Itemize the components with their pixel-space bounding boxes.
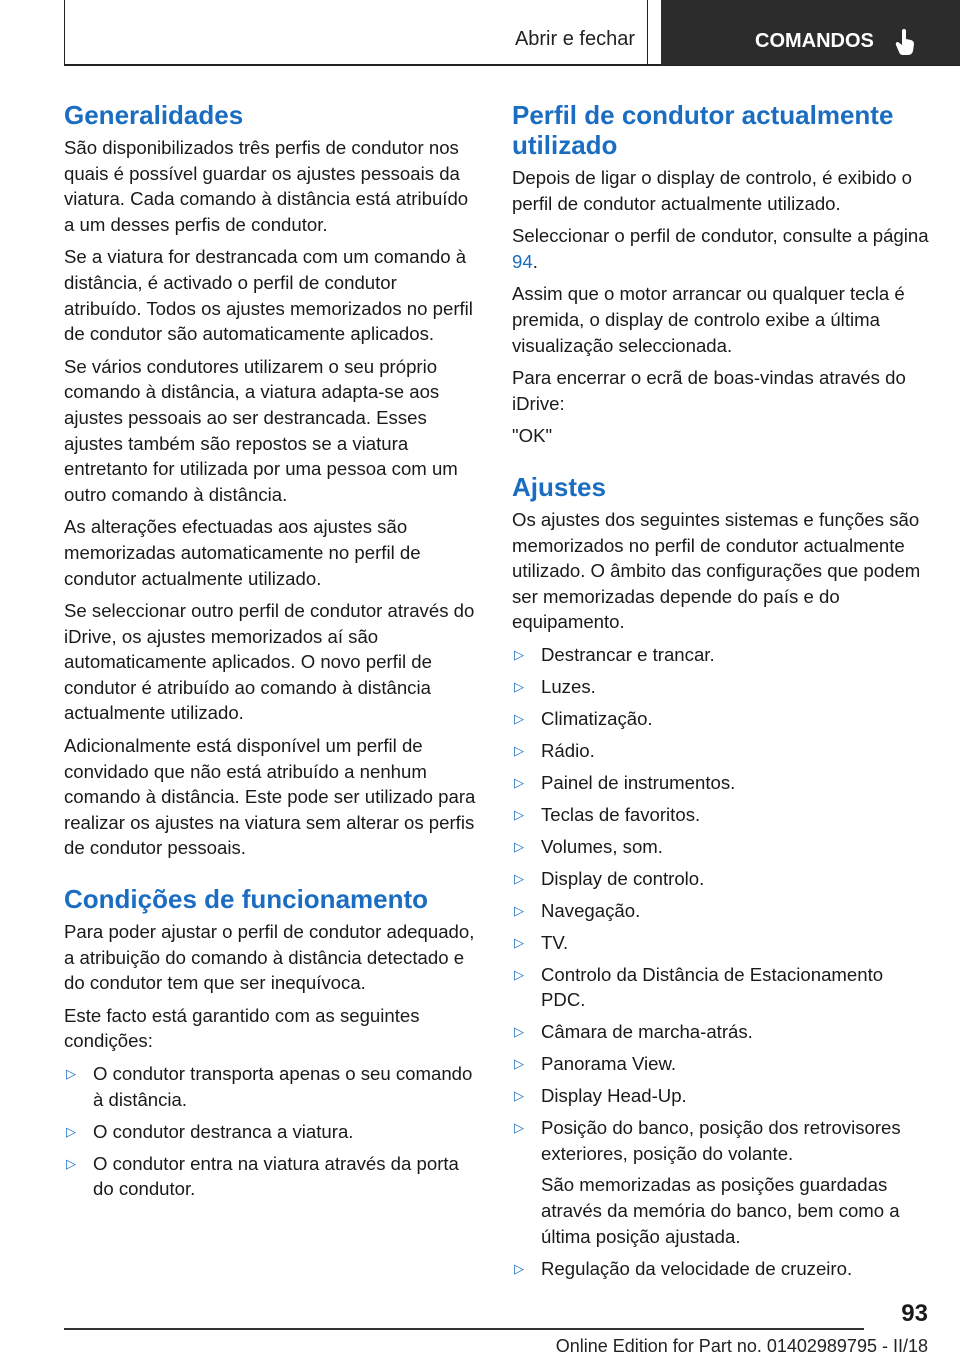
list-item [512,1019,930,1045]
list-item [512,1083,930,1109]
list-item-text: Controlo da Distância de Estacionamento PDC. [541,963,884,1011]
list-item [512,770,930,796]
list-item [64,1119,478,1145]
list-item-text: Destrancar e trancar. [541,643,715,665]
ajustes-heading: Ajustes [512,471,606,502]
bullet-triangle-icon: ▷ [66,1123,76,1139]
list-item-text: O condutor transporta apenas o seu comando à distância. [93,1063,473,1110]
list-item [512,1115,930,1249]
bullet-triangle-icon: ▷ [514,934,524,950]
paragraph-text: . [532,250,538,272]
paragraph: Depois de ligar o display de controlo, é exibido o perfil de condutor actualmente utilizado. [512,167,913,214]
list-item [64,1061,478,1112]
paragraph: As alterações efectuadas aos ajustes são memorizadas automaticamente no perfil de condutor actualmente utilizado. [64,516,421,589]
bullet-triangle-icon: ▷ [514,902,524,918]
paragraph: São disponibilizados três perfis de condutor nos quais é possível guardar os ajustes pessoais da viatura. Cada comando à distância está atribuído a um desses perfis de condutor. [64,137,469,235]
list-item [512,706,930,732]
footer-edition: Online Edition for Part no. 01402989795 - II/18 [555,1336,928,1356]
header-chapter-tab [661,0,960,65]
list-item [512,802,930,828]
list-item-text: Câmara de marcha-atrás. [541,1021,753,1043]
list-item-text: Rádio. [541,739,595,761]
condicoes-heading: Condições de funcionamento [64,884,429,915]
paragraph: "OK" [512,425,553,447]
footer-rule [64,1328,864,1330]
paragraph: Os ajustes dos seguintes sistemas e funções são memorizados no perfil de condutor actualmente utilizado. O âmbito das configurações que podem ser memorizadas depende do país e do equipamento. [512,508,921,633]
list-item-text: Volumes, som. [541,835,663,857]
list-item [512,738,930,764]
list-item [64,1151,478,1202]
list-item-text: Regulação da velocidade de cruzeiro. [541,1257,853,1279]
generalidades-heading: Generalidades [64,100,244,130]
bullet-triangle-icon: ▷ [514,742,524,758]
bullet-triangle-icon: ▷ [514,1088,524,1104]
list-item [512,962,930,1013]
paragraph: Adicionalmente está disponível um perfil de convidado que não está atribuído a nenhum comando à distância. Este pode ser utilizado para realizar os ajustes na viatura sem alterar os perfis de condutor pessoais. [64,735,476,859]
list-item-text: O condutor destranca a viatura. [93,1120,354,1142]
list-item-text: Posição do banco, posição dos retrovisores exteriores, posição do volante. [541,1117,901,1164]
list-item-text: Teclas de favoritos. [541,803,701,825]
bullet-triangle-icon: ▷ [514,646,524,662]
condicoes-list [64,1061,478,1202]
list-item [512,834,930,860]
list-item-text: Painel de instrumentos. [541,771,736,793]
list-item [512,930,930,956]
list-item [512,866,930,892]
paragraph: Se vários condutores utilizarem o seu próprio comando à distância, a viatura adapta-se aos ajustes pessoais ao ser destrancada. Esses ajustes também são repostos se a viatura entretanto for utilizada por uma pessoa com um outro comando à distância. [64,355,458,505]
bullet-triangle-icon: ▷ [514,1120,524,1136]
paragraph: Se seleccionar outro perfil de condutor através do iDrive, os ajustes memorizados aí são automaticamente aplicados. O novo perfil de condutor é atribuído ao comando à distância actualmente utilizado. [64,600,475,724]
page-number: 93 [901,1300,928,1327]
list-item [512,1256,930,1282]
paragraph: Se a viatura for destrancada com um comando à distância, é activado o perfil de condutor atribuído. Todos os ajustes memorizados no perfil de condutor são automaticamente aplicados. [64,246,473,345]
chapter-label: COMANDOS [755,30,874,52]
paragraph: Assim que o motor arrancar ou qualquer tecla é premida, o display de controlo exibe a última visualização seleccionada. [512,283,905,356]
list-item [512,674,930,700]
paragraph: Para poder ajustar o perfil de condutor adequado, a atribuição do comando à distância detectado e do condutor tem que ser inequívoca. [64,921,475,994]
list-item-text: Navegação. [541,899,641,921]
bullet-triangle-icon: ▷ [514,678,524,694]
perfil-heading: Perfil de condutor actualmente utilizado [512,100,894,160]
list-item-text: Climatização. [541,707,653,729]
header-section-label: Abrir e fechar [514,28,635,50]
left-column [64,100,478,1208]
list-item [512,1051,930,1077]
list-item-text: O condutor entra na viatura através da porta do condutor. [93,1152,459,1200]
ajustes-list [512,642,930,1281]
bullet-triangle-icon: ▷ [514,806,524,822]
paragraph-text: Seleccionar o perfil de condutor, consulte a página [512,225,929,247]
list-item-text: Luzes. [541,675,596,697]
page-link[interactable]: 94 [512,250,533,272]
list-item [512,642,930,668]
paragraph [512,223,930,274]
pointing-hand-icon [894,29,916,55]
paragraph: Este facto está garantido com as seguintes condições: [64,1004,420,1052]
bullet-triangle-icon: ▷ [514,870,524,886]
paragraph: Para encerrar o ecrã de boas-vindas através do iDrive: [512,367,906,414]
bullet-triangle-icon: ▷ [514,774,524,790]
bullet-triangle-icon: ▷ [514,838,524,854]
list-item-text: Display de controlo. [541,867,705,889]
bullet-triangle-icon: ▷ [514,1056,524,1072]
bullet-triangle-icon: ▷ [514,966,524,982]
bullet-triangle-icon: ▷ [66,1155,76,1171]
bullet-triangle-icon: ▷ [514,710,524,726]
bullet-triangle-icon: ▷ [514,1024,524,1040]
list-item [512,898,930,924]
bullet-triangle-icon: ▷ [66,1066,76,1081]
right-column [512,100,930,1288]
list-item-text: Display Head-Up. [541,1085,687,1107]
bullet-triangle-icon: ▷ [514,1260,524,1276]
list-item-subtext: São memorizadas as posições guardadas através da memória do banco, bem como a última posição ajustada. [541,1174,900,1247]
list-item-text: Panorama View. [541,1053,677,1075]
list-item-text: TV. [541,931,569,953]
